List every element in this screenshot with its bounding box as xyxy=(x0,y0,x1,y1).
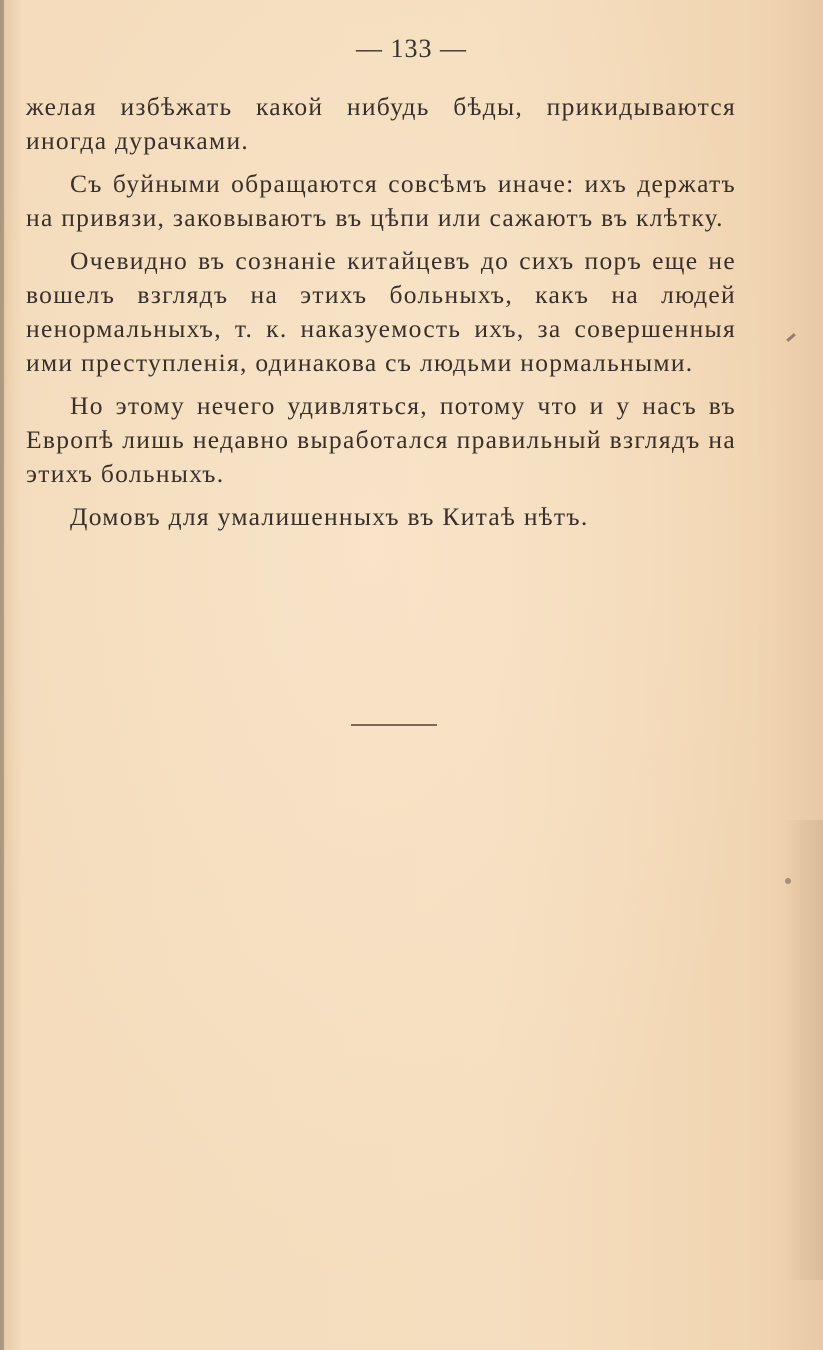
page-binding-edge xyxy=(0,0,4,1350)
section-divider xyxy=(351,724,437,726)
body-text xyxy=(26,90,736,543)
paragraph-5: Домовъ для умалишенныхъ въ Китаѣ нѣтъ. xyxy=(70,502,589,531)
page-number: — 133 — xyxy=(356,34,467,63)
paper-speck xyxy=(785,878,791,884)
paragraph-1: желая избѣжать какой нибудь бѣды, прикидываются иногда дурачками. xyxy=(26,92,736,155)
paragraph-2: Съ буйными обращаются совсѣмъ иначе: ихъ держатъ на привязи, заковываютъ въ цѣпи или сажаютъ въ клѣтку. xyxy=(26,169,736,232)
paragraph-3: Очевидно въ сознаніе китайцевъ до сихъ поръ еще не вошелъ взглядъ на этихъ больныхъ, какъ на людей ненормальныхъ, т. к. наказуемость ихъ, за совершенныя ими преступленія, одинакова съ людьми нормальными. xyxy=(26,246,736,377)
paragraph-4: Но этому нечего удивляться, потому что и у насъ въ Европѣ лишь недавно выработался правильный взглядъ на этихъ больныхъ. xyxy=(26,391,736,488)
pencil-mark xyxy=(786,333,796,342)
page-stain xyxy=(783,820,823,1280)
